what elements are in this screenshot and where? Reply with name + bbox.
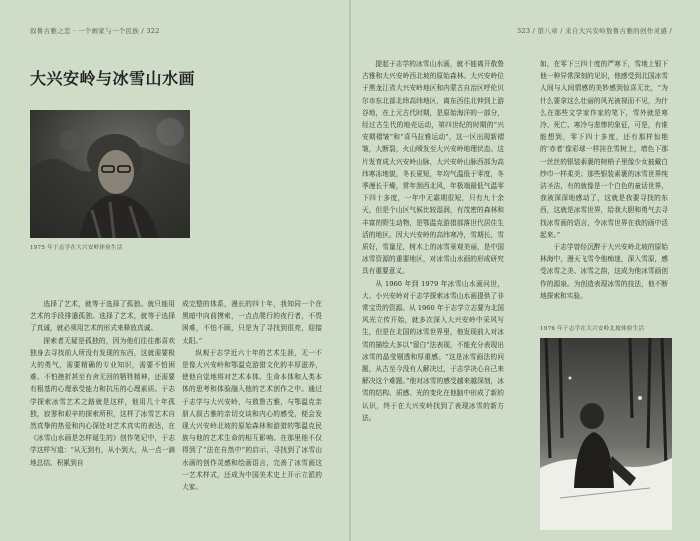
left-col2-paragraph-2: 纵观于志学近六十年的艺术生涯，无一不是像大兴安岭和鄂温克游猎文化的丰厚滋养，使他自觉地将对艺术本体、生命本体和人类本体的思考和体验融入他的艺术创作之中。通过于志学与大兴安岭，与敖鲁古雅，与鄂温克亲朋人叙古雅的亲切交谈和内心的感受，便会发现大兴安岭北坡的原始森林和游猎的鄂温克民族与他的艺术生命的相互影响。在那里他不仅得到了“法在自然中”的启示，寻找到了冰雪山水画的创作灵感和绘画语言，完善了冰雪画这一艺术样式，还成为中国美术史上开示立派的大家。 [182, 348, 322, 492]
left-col2-paragraph-1: 成完整的体系，漫长的四十年，我知同一个在黑暗中向前摸索，一点点爬行的夜行者，不畏困难，不怕不顾，只是为了寻找到很亮，迎接太阳。” [182, 300, 322, 345]
portrait-photo-caption: 1975 年于志学在大兴安岭体验生活 [30, 245, 123, 251]
left-col1-paragraph-2: 探索者无疑是孤独的，因为他们往往都喜欢独身去寻找前人所没有发现的东西，这就需要极大的勇气，需要精确的专业知识，需要不怕困难、不怕挫折甚至有舍无回的牺牲精神，还需要有根基的心理承受能力和抗压的心理素质。于志学探索冰雪艺术之路就是这样，他用几十年孤独，寂寥和艰辛的探索所积，这样了冰雪艺术自然真挚的热爱和内心深处对艺术真实的表达，在《冰雪山水画是怎样诞生的》创作笔记中，于志学这样写道：“从无到有，从小到大，从一点一滴地总结、积累到自 [30, 336, 175, 467]
right-col2-paragraph-1: 如，在零下三四十度的严寒下，雪地上银下他一种异常深刻的见识，他感受到北国冰雪人间与人间情感的美妙感到惊喜无比，“为什么要拿这么壮丽的风光被视而不见，为什么在那些文学家作家的笔下，雪外就是寒冷、死亡、寒冷与悲惨的象征，可是，有谁能想到，零下四十多度，还有那样惊艳的‘赤者’像彩球一样挂在雪树上，增色下那一丝丝的银装素裹的树梢子里像少女披戴白纱巾一样柔美；那些银装素裹的冰雪世界纯洁圣洁，有的就像是一个白色的童话世界，我被深深地感动了，这就是我要寻找的东西，这就是冰雪世界，给我大胆和勇气去寻找冰雪画的语言，令冰雪世界在我的画中活起来。” [540, 60, 668, 239]
left-text-column-2 [182, 298, 322, 530]
right-running-header: 323 / 第八章 / 来自大兴安岭敖鲁古雅的创作灵感 / [516, 27, 672, 35]
right-col2-paragraph-2: 于志学曾经沉醉于大兴安岭北坡的原始林海中，漫天飞雪令他痴迷，深入雪原，感受冰雪之美、冰雪之韵，这成为他冰雪画创作的源泉。为创造表现冰雪的技法，他不断地探索和实验。 [540, 243, 668, 300]
winter-photo-image [540, 338, 672, 530]
right-col1-paragraph-2: 从 1960 年到 1979 年冰雪山水画问世，大、小兴安岭对于志学探索冰雪山水画提供了非常宝贵的资源。从 1960 年于志学立志要为北国风光立传开始，就多次深入大兴安岭中采风写生，但是在北国的冰雪世界里，他发现前人对冰雪的描绘大多以“留白”法表现，不能充分表现出冰雪的晶莹剔透和厚重感。“这是冰雪画法的问题，从古至今没有人解决过，于志学决心自己来解决这个难题。”他对冰雪的感受越来越深刻，冰雪的结构、质感、光的变化在他脑中形成了新的认识，终于在大兴安岭找到了表现冰雪的新方法。 [362, 279, 504, 422]
right-text-column-1 [362, 58, 504, 532]
right-text-column-2 [540, 58, 668, 310]
left-text-column-1 [30, 298, 175, 530]
portrait-photo [30, 110, 190, 238]
winter-photo-caption: 1976 年于志学在大兴安岭北坡体验生活 [540, 326, 645, 332]
left-running-header: 叙鲁古雅之恋 · 一个画家与一个民族 / 322 [30, 27, 160, 35]
winter-photo [540, 338, 672, 530]
article-title: 大兴安岭与冰雪山水画 [30, 69, 196, 88]
portrait-photo-image [30, 110, 190, 238]
right-col1-paragraph-1: 提起于志学的冰雪山水画，就不能离开敖鲁古雅和大兴安岭西北坡的原始森林。大兴安岭位于黑龙江省大兴安岭地区和内蒙古自治区呼伦贝尔市东北部北纬高纬地区，离东西往北伸到上游谷地，在上元古代时期，是原始海洋的一部分，经过古生代的地壳运动，第四世纪的时期的“兴安期褶皱”和“喜马拉雅运动”，这一区出现新褶皱，大断裂，火山喷发至大兴安岭地理状态。这片发育成大兴安岭山脉，大兴安岭山脉西部为高纬寒冻地貌，冬长夏短，年均气温低于零度，冬季漫长干燥，常年刮西北风，年极端最低气温零下四十多度，一年中无霜期很短，只有九十余天，但是个山区气候比较湿润，有茂密的森林和丰富的野生动物，是鄂温克游猎部落世代居住生活的地区。因大兴安岭的高纬寒冷，雪期长，雪质好，雪量足，树木上的冰雪景观美丽，是中国冰雪资源的重要地区，对冰雪山水画的形成研究具有重要意义。 [362, 60, 504, 276]
left-col1-paragraph-1: 选择了艺术，就等于选择了孤独。就只能用艺术的手段排遣孤独。选择了艺术，就等于选择了真诚，就必须用艺术的形式来释放真诚。 [30, 300, 175, 333]
